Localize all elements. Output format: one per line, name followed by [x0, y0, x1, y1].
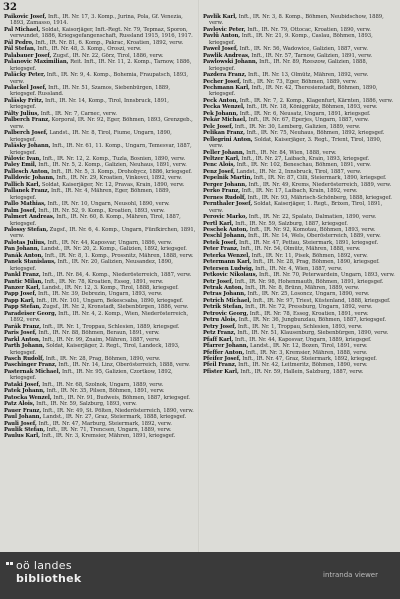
entry-name: Pauli Josef,: [4, 420, 37, 427]
entry-name: Palberch Josef,: [4, 130, 48, 137]
entry-details: Inft., IR. Nr. 6, Neusatz, Ungarn, 1891, kriegsgef.: [239, 110, 371, 117]
entry-details: Inft., IR. Nr. 87, Cilli, Steiermark, 1890, kriegsgef.: [253, 175, 387, 182]
entry-details: Inft., IR. Nr. 102, Beneschau, Böhmen, 1891, verw.: [236, 162, 371, 169]
register-entry: [4, 85, 196, 98]
entry-name: Petras Johann,: [203, 291, 246, 298]
entry-name: Paikovic Josef,: [4, 14, 47, 20]
entry-name: Petkovic Nikolaus,: [203, 272, 258, 279]
entry-name: Pataki Josef,: [4, 381, 41, 388]
entry-details: Inft., IR. Nr. 4, Wien, 1887, verw.: [255, 265, 343, 272]
entry-details: Inft., IR. Nr. 28, Prag, Böhmen, 1890, kriegsgef.: [252, 259, 380, 266]
entry-name: Panek Stanislaus,: [4, 259, 56, 266]
entry-details: Inft., IR. Nr. 12, 2. Komp., Tuzla, Bosnien, 1890, verw.: [42, 155, 186, 162]
register-entry: [203, 369, 395, 375]
register-entry: [203, 201, 395, 214]
entry-details: Inft., IR. Nr. 48, 3. Komp., Oroszi, verw.: [37, 46, 142, 53]
entry-details: Inft., IR. Nr. 51, Szamos, Siebenbürgen, 1889, kriegsgef. Russland.: [10, 84, 171, 98]
entry-details: Inft., IR. Nr. 97, Triest, Küstenland, 1888, kriegsgef.: [252, 297, 391, 304]
entry-details: Inft., IR. Nr. 42, Leitmeritz, Böhmen, 1890, verw.: [238, 362, 368, 369]
entry-name: Panzer Karl,: [4, 285, 41, 292]
entry-details: Inft., IR. Nr. 25, Losoncz, Ungarn, 1890, verw.: [247, 291, 370, 298]
entry-details: Inft., IR. Nr. 10, Ungarn, Neusohl, 1890, verw.: [47, 201, 170, 208]
entry-details: Inft., IR. Nr. 47, Graz, Steiermark, 1892, kriegsgef.: [242, 356, 377, 363]
entry-details: Inft., IR. Nr. 78, Kroatien, Esseg, 1891, verw.: [44, 278, 164, 285]
library-logo[interactable]: [6, 560, 81, 585]
entry-name: Pelikan Franz,: [203, 130, 245, 137]
entry-name: Pazdera Franz,: [203, 72, 247, 79]
entry-name: Pawlowski Johann,: [203, 59, 258, 66]
entry-details: Inft., IR. Nr. 47, Pettau, Steiermark, 1891, kriegsgef.: [238, 239, 379, 246]
entry-name: Pan Johann,: [4, 246, 40, 253]
entry-details: Landst., IR. Nr. 2, Innsbruck, Tirol, 1887, verw.: [236, 168, 362, 175]
entry-details: Inft., IR. Nr. 14, Komp., Tirol, Innsbruck, 1891, kriegsgef.: [10, 97, 169, 111]
register-entry: [4, 98, 196, 111]
entry-details: Inft., IR. Nr. 36, Jungbunzlau, Böhmen, 1887, kriegsgef.: [238, 317, 386, 324]
entry-name: Pallo Mathias,: [4, 201, 46, 208]
entry-name: Pelc Josef,: [203, 123, 234, 130]
register-entry: [4, 188, 196, 201]
entry-details: Inft., IR. Nr. 9, 4. Komp., Bohemia, Fraupatsch, 1893, verw.: [10, 72, 189, 85]
entry-name: Pal Michael,: [4, 26, 41, 33]
entry-name: Pankl Franz,: [4, 272, 41, 279]
register-entry: [4, 259, 196, 272]
entry-name: Petrovic Georg,: [203, 310, 249, 317]
entry-name: Paläcky Peter,: [4, 72, 46, 79]
entry-name: Petz Franz,: [203, 330, 236, 337]
entry-details: Soldat, Kaisorjäger, Inft.-Regt. Nr. 79, Tepmaz, Sporon, verwundet, 1886, Kriegsgefangenschaft, Russland 1915, 1916, 1917.: [10, 26, 193, 40]
entry-name: Paul Johann,: [4, 414, 42, 421]
register-entry: [4, 143, 196, 156]
entry-name: Pfeifer Josef,: [203, 356, 241, 363]
entry-name: Paradeiser Georg,: [4, 310, 57, 317]
entry-details: Inft., IR. Nr. 42, Theresienstadt, Böhmen, 1890, kriegsgef.: [209, 84, 378, 98]
logo-line-2: bibliothek: [16, 572, 82, 585]
register-entry: [203, 85, 395, 98]
entry-name: Petrich Michael,: [203, 297, 252, 304]
right-text-column: [203, 14, 395, 375]
entry-details: Inft., IR. Nr. 89, Rzeszow, Galizien, 1888, kriegsgef.: [209, 59, 368, 72]
entry-details: Inft., IR. Nr. 99, Znaim, Mähren, 1887, verw.: [42, 336, 161, 343]
entry-details: Inft., IR. Nr. 91, Budweis, Böhmen, 1887, kriegsgef.: [53, 394, 190, 401]
entry-name: Petr Josef,: [203, 278, 234, 285]
entry-name: Palanovic Maximilian,: [4, 59, 69, 66]
entry-details: Inft., IR. Nr. 13, Olmütz, Mähren, 1892, verw.: [247, 72, 369, 79]
entry-name: Petry Josef,: [203, 323, 237, 330]
entry-name: Pálty Julius,: [4, 110, 40, 117]
entry-details: Inft., IR. Nr. 88, Böhmen, Beraun, 1891, verw.: [38, 330, 160, 337]
entry-name: Petrak Anton,: [203, 285, 244, 292]
entry-details: Inft., IR. Nr. 3, 8. Komp., Böhmen, Neubidschow, 1889, verw.: [209, 14, 384, 27]
entry-details: Inft., IR. Nr. 67, Eperjes, Ungarn, 1887, verw.: [248, 117, 369, 124]
entry-name: Pavlů Anton,: [203, 33, 241, 40]
entry-name: Paley Emil,: [4, 162, 37, 169]
entry-name: Palm Josef,: [4, 207, 37, 214]
entry-name: Pálovic Ivan,: [4, 155, 42, 162]
entry-details: Inft., IR. Nr. 28, Prag, Böhmen, 1890, verw.: [45, 356, 161, 363]
entry-details: Inft., IR. Nr. 93, Mährisch-Schönberg, 1888, kriegsgef.: [247, 194, 392, 201]
entry-details: Inft., IR. Nr. 52, 9. Komp., Kroatien, 1893, verw.: [38, 207, 165, 214]
entry-name: Penz Josef,: [203, 168, 235, 175]
entry-name: Pek Johann,: [203, 110, 239, 117]
entry-details: Inft., IR. Nr. 51, Klausenburg, Siebenbürgen, 1890, verw.: [237, 330, 389, 337]
entry-name: Pekár Michael,: [203, 117, 247, 124]
entry-name: Peter Franz,: [203, 246, 239, 253]
entry-name: Palldovic Johann,: [4, 175, 55, 182]
entry-name: Pál Pedro,: [4, 39, 34, 46]
register-entry: [4, 214, 196, 227]
logo-mark-icon: [6, 562, 15, 571]
entry-name: Perger Johann,: [203, 181, 247, 188]
entry-name: Pasch Rudolf,: [4, 356, 45, 363]
register-entry: [203, 59, 395, 72]
entry-details: Inft., IR. Nr. 84, 4. Komp., Niederösterreich, 1887, verw.: [42, 272, 192, 279]
entry-name: Pfarrer Johann,: [203, 343, 249, 350]
entry-details: Inft., IR. Nr. 71, Trencsen, Ungarn, 1889, verw.: [46, 427, 172, 433]
entry-name: Pertl Karl,: [203, 220, 234, 227]
entry-name: Pechmann Karl,: [203, 84, 250, 91]
entry-name: Pauer Franz,: [4, 407, 42, 414]
entry-details: Inft., IR. Nr. 81, 6. Komp., Pakrac, Kroatien, 1892, verw.: [35, 39, 184, 46]
entry-details: Inft., IR. Nr. 68, Szolnok, Ungarn, 1889, verw.: [42, 381, 164, 388]
entry-name: Paläsky Fritz,: [4, 97, 44, 104]
entry-name: Peterka Wenzel,: [203, 252, 250, 259]
entry-details: Inft., IR. Nr. 98, Hohenmauth, Böhmen, 1891, kriegsgef.: [234, 278, 384, 285]
entry-details: Inft., IR. Nr. 14, Linz, Oberösterreich, 1888, verw.: [58, 362, 190, 369]
entry-details: Inft., IR. Nr. 75, Neuhaus, Böhmen, 1892, kriegsgef.: [246, 130, 385, 137]
logo-line-1: oö landes: [16, 559, 72, 572]
entry-details: Inft., IR. Nr. 95, Galizien, Czortkow, 1892, kriegsgef.: [10, 368, 173, 382]
register-entry: [4, 130, 196, 143]
entry-details: Inft., IR. Nr. 61, 11. Komp., Ungarn, Temesvar, 1887, kriegsgef.: [10, 143, 192, 156]
entry-details: Inft., IR. Nr. 44, Kaposvar, Ungarn, 1886, verw.: [47, 239, 172, 246]
register-entry: [4, 369, 196, 382]
register-entry: [203, 33, 395, 46]
entry-name: Papp Josef,: [4, 291, 37, 298]
entry-details: Inft., IR. Nr. 8, 1. Komp., Prossnitz, Mähren, 1888, verw.: [44, 252, 194, 259]
entry-details: Inft., IR. Nr. 101, Ungarn, Bekescsaba, 1890, kriegsgef.: [36, 297, 184, 304]
entry-name: Peschl Johann,: [203, 233, 247, 240]
column-divider: [198, 0, 200, 552]
entry-details: Inft., IR. Nr. 14, Wels, Oberösterreich, 1889, verw.: [247, 233, 381, 240]
entry-details: Inft., IR. Nr. 92, Komotau, Böhmen, 1893, verw.: [249, 226, 376, 233]
entry-details: Inft., IR. Nr. 7, Carnec, verw.: [40, 110, 117, 117]
entry-details: Inft., IR. Nr. 70, Peterwardein, Ungarn, 1893, verw.: [258, 272, 395, 279]
entry-details: Inft., IR. Nr. 44, Kaposvar, Ungarn, 1889, kriegsgef.: [234, 336, 372, 343]
entry-details: Inft., IR. Nr. 22, Spalato, Dalmatien, 1890, verw.: [248, 214, 377, 221]
entry-name: Pawlik Andreas,: [203, 52, 250, 59]
entry-details: Inft., IR. Nr. 59, Salzburg, 1893, verw.: [36, 401, 137, 408]
entry-details: Landst., IR. Nr. 12, Bozen, Tirol, 1891, verw.: [250, 343, 368, 350]
left-text-column: [4, 14, 196, 440]
entry-details: Landst., IR. Nr. 12, 3. Komp., Tirol, 1888, kriegsgef.: [41, 285, 179, 292]
entry-details: Inft., IR. Nr. 49, Krems, Niederösterreich, 1889, verw.: [248, 181, 392, 188]
entry-name: Paweł Josef,: [203, 46, 238, 53]
entry-name: Patek Johann,: [4, 388, 45, 395]
entry-name: Pfeil Franz,: [203, 362, 237, 369]
entry-name: Pernes Rudolf,: [203, 194, 246, 201]
register-entry: [203, 137, 395, 150]
viewer-label[interactable]: intranda viewer: [323, 571, 378, 579]
entry-details: Inft., IR. Nr. 49, St. Pölten, Niederösterreich, 1890, verw.: [42, 407, 194, 414]
entry-details: Inft., IR. Nr. 7, 2. Komp., Klagenfurt, Kärnten, 1886, verw.: [239, 97, 394, 104]
entry-name: Pallanek Franz,: [4, 188, 50, 195]
entry-name: Pfeffer Anton,: [203, 349, 245, 356]
entry-name: Petersen Ludwig,: [203, 265, 254, 272]
entry-details: Inft., IR. Nr. 5, 3. Komp., Drohobycz, 1886, kriegsgef.: [51, 168, 192, 175]
entry-name: Petermann Karl,: [203, 259, 252, 266]
entry-name: Palackel Josef,: [4, 84, 47, 91]
entry-details: Inft., IR. Nr. 59, Hallein, Salzburg, 1887, verw.: [240, 368, 364, 375]
entry-details: Landst., IR. Nr. 20, 2. Komp., Galizien, 1892, kriegsgef.: [40, 246, 187, 253]
entry-details: Inft., IR. Nr. 3, Kremsier, Mähren, 1888, verw.: [245, 349, 368, 356]
entry-details: Inft., IR. Nr. 30, Lemberg, Galizien, 1889, verw.: [234, 123, 361, 130]
entry-name: Pavlovic Peter,: [203, 26, 246, 33]
viewer-footer: [0, 552, 400, 599]
entry-details: Landst., IR. Nr. 8, Tirol, Fiume, Ungarn, 1890, kriegsgef.: [10, 130, 172, 143]
entry-name: Perko Franz,: [203, 188, 241, 195]
entry-details: Inft., IR. Nr. 56, Wadowice, Galizien, 1887, verw.: [239, 46, 368, 53]
entry-details: Inft., IR. Nr. 20, Galizien, Neusandez, 1890, kriegsgef.: [10, 259, 173, 272]
entry-name: Panák Anton,: [4, 252, 44, 259]
entry-name: Paulik Stefan,: [4, 427, 46, 433]
entry-name: Pecka Wenzel,: [203, 104, 245, 111]
entry-name: Pavlik Karl,: [203, 14, 237, 20]
entry-name: Palabauer Josef,: [4, 52, 52, 59]
entry-details: Inft., IR. Nr. 4, 2. Komp., Wien, Niederösterreich, 1892, verw.: [10, 310, 189, 324]
entry-name: Penc Alois,: [203, 162, 236, 169]
register-entry: [4, 72, 196, 85]
entry-name: Pernthaler Josef,: [203, 201, 253, 208]
register-entry: [203, 14, 395, 27]
entry-name: Pasternak Michael,: [4, 368, 61, 375]
entry-details: Inft., IR. Nr. 54, Olmütz, Mähren, 1888, verw.: [240, 246, 361, 253]
entry-name: Paulus Karl,: [4, 433, 40, 440]
register-entry: [4, 117, 196, 130]
entry-details: Inft., IR. Nr. 84, Wien, 1888, verw.: [246, 149, 337, 156]
entry-details: Inft., IR. Nr. 17, Laibach, Krain, 1892, verw.: [241, 188, 358, 195]
register-entry: [4, 343, 196, 356]
entry-details: Inft., IR. Nr. 8, Brünn, Mähren, 1889, verw.: [245, 285, 360, 292]
entry-name: Pfister Karl,: [203, 368, 239, 375]
entry-name: Perovic Marko,: [203, 214, 248, 221]
entry-details: Soldat, Kaiserjäger, 1. Regt., Brixen, Tirol, 1891, verw.: [209, 201, 383, 214]
register-entry: [4, 14, 196, 27]
entry-name: Pallesch Anton,: [4, 168, 50, 175]
entry-details: Inft., IR. Nr. 78, Esseg, Kroatien, 1891, verw.: [249, 310, 369, 317]
entry-details: Inft., IR. Nr. 5, 2. Komp., Galizien, Neuhaus, 1891, verw.: [38, 162, 187, 169]
entry-details: Soldat, Kaiserjäger, Nr. 12, Pravas, Krain, 1890, verw.: [41, 181, 185, 188]
entry-name: Palmert Andreas,: [4, 214, 55, 221]
entry-details: Zugsf., IR. Nr. 6, 4. Komp., Ungarn, Fünfkirchen, 1891, verw.: [10, 226, 196, 240]
entry-details: Inft., IR. Nr. 1, Troppau, Schlesien, 1893, verw.: [237, 323, 363, 330]
entry-name: Papp Karl,: [4, 297, 35, 304]
entry-details: Inft., IR. Nr. 35, Pilsen, Böhmen, 1891, verw.: [46, 388, 165, 395]
entry-name: Patz Alois,: [4, 401, 35, 408]
entry-details: Inft., IR. Nr. 57, Tarnow, Galizien, 1891, verw.: [251, 52, 373, 59]
entry-name: Parth Johann,: [4, 343, 45, 350]
entry-details: Inft., IR. Nr. 39, Debrezin, Ungarn, 1893, verw.: [38, 291, 163, 298]
entry-details: Inft., IR. Nr. 47, Marburg, Steiermark, 1892, verw.: [38, 420, 172, 427]
entry-details: Inft., IR. Nr. 4, Mähren, Eger, Böhmen, 1889, kriegsgef.: [10, 188, 171, 201]
entry-name: Pallich Karl,: [4, 181, 41, 188]
entry-name: Palotas Julius,: [4, 239, 46, 246]
entry-details: Inft., IR. Nr. 11, Pisek, Böhmen, 1892, verw.: [251, 252, 368, 259]
entry-name: Pellegrini Anton,: [203, 136, 253, 143]
entry-details: Inft., IR. Nr. 1, Troppau, Schlesien, 1889, kriegsgef.: [42, 323, 180, 330]
register-entry: [4, 311, 196, 324]
entry-details: Inft., IR. Nr. 17, 3. Komp., Jurina, Pola, Gf. Venezia, 1893, Zamasso, 1914.: [10, 14, 183, 27]
entry-name: Paschinger Franz,: [4, 362, 57, 369]
entry-name: Patocka Wenzel,: [4, 394, 52, 401]
entry-details: Inft., IR. Nr. 59, Salzburg, 1887, kriegsgef.: [235, 220, 348, 227]
entry-name: Paläsky Johann,: [4, 143, 51, 150]
entry-name: Petru Alois,: [203, 317, 238, 324]
register-entry: [4, 59, 196, 72]
entry-name: Pepelnik Martin,: [203, 175, 253, 182]
register-entry: [4, 27, 196, 40]
entry-details: Inft., IR. Nr. 73, Eger, Böhmen, 1889, verw.: [242, 78, 357, 85]
entry-name: Papp Stefan,: [4, 304, 41, 311]
entry-details: Inft., IR. Nr. 29, Kroatien, Vinkovci, 1892, verw.: [56, 175, 182, 182]
entry-details: Inft., IR. Nr. 27, Laibach, Krain, 1893, kriegsgef.: [241, 155, 370, 162]
entry-name: Peller Johann,: [203, 149, 245, 156]
entry-name: Parák Franz,: [4, 323, 42, 330]
entry-name: Palberch Franz,: [4, 117, 50, 124]
entry-details: Inft., IR. Nr. 60, 8. Komp., Mähren, Tirol, 1887, kriegsgef.: [10, 214, 181, 227]
entry-details: Inft., IR. Nr. 72, Pressburg, Ungarn, 1892, verw.: [244, 304, 373, 311]
entry-details: Soldat, Kaiserjäger, 3. Regt., Trient, Tirol, 1890, verw.: [209, 136, 382, 150]
entry-name: Pfaff Karl,: [203, 336, 234, 343]
entry-details: Soldat, Kaiserjäger, 2. Regt., Tirol, Landeck, 1893, kriegsgef.: [10, 343, 180, 356]
register-entry: [4, 433, 196, 439]
entry-name: Parkl Anton,: [4, 336, 41, 343]
entry-details: Korporal, IR. Nr. 92, Eger, Böhmen, 1893, Grenzgeb., verw.: [10, 117, 193, 130]
entry-name: Peltzer Karl,: [203, 155, 240, 162]
entry-details: Reit. Inft., IR. Nr. 11, 2. Komp., Tarnow, 1886, kriegsgef.: [10, 59, 192, 72]
register-entry: [4, 227, 196, 240]
entry-name: Petrik Stefan,: [203, 304, 244, 311]
entry-name: Peschek Anton,: [203, 226, 249, 233]
entry-name: Paris Josef,: [4, 330, 37, 337]
entry-details: Inft., IR. Nr. 79, Ottocac, Kroatien, 1890, verw.: [247, 26, 371, 33]
entry-name: Pecher Josef,: [203, 78, 242, 85]
entry-details: Landst., IR. Nr. 27, Graz, Steiermark, 1888, kriegsgef.: [42, 414, 187, 421]
entry-name: Pantic Milan,: [4, 278, 44, 285]
entry-name: Pál Stefan,: [4, 46, 36, 53]
entry-name: Petek Josef,: [203, 239, 238, 246]
entry-details: Zugsf., IR. Nr. 2, Kronstadt, Siebenbürgen, 1886, verw.: [42, 304, 189, 311]
entry-name: Palossy Stefan,: [4, 226, 49, 233]
entry-details: Zugsf., IR. Nr. 22, Görz, Tirol, 1886, verw.: [52, 52, 164, 59]
entry-details: Inft., IR. Nr. 18, Königgrätz, Böhmen, 1893, verw.: [246, 104, 378, 111]
page-number: 32: [3, 2, 17, 13]
entry-details: Inft., IR. Nr. 3, Kremsier, Mähren, 1891, kriegsgef.: [41, 433, 176, 440]
entry-name: Peck Anton,: [203, 97, 239, 104]
entry-details: Inft., IR. Nr. 21, 9. Komp., Caslau, Böhmen, 1893, kriegsgef.: [209, 33, 373, 46]
